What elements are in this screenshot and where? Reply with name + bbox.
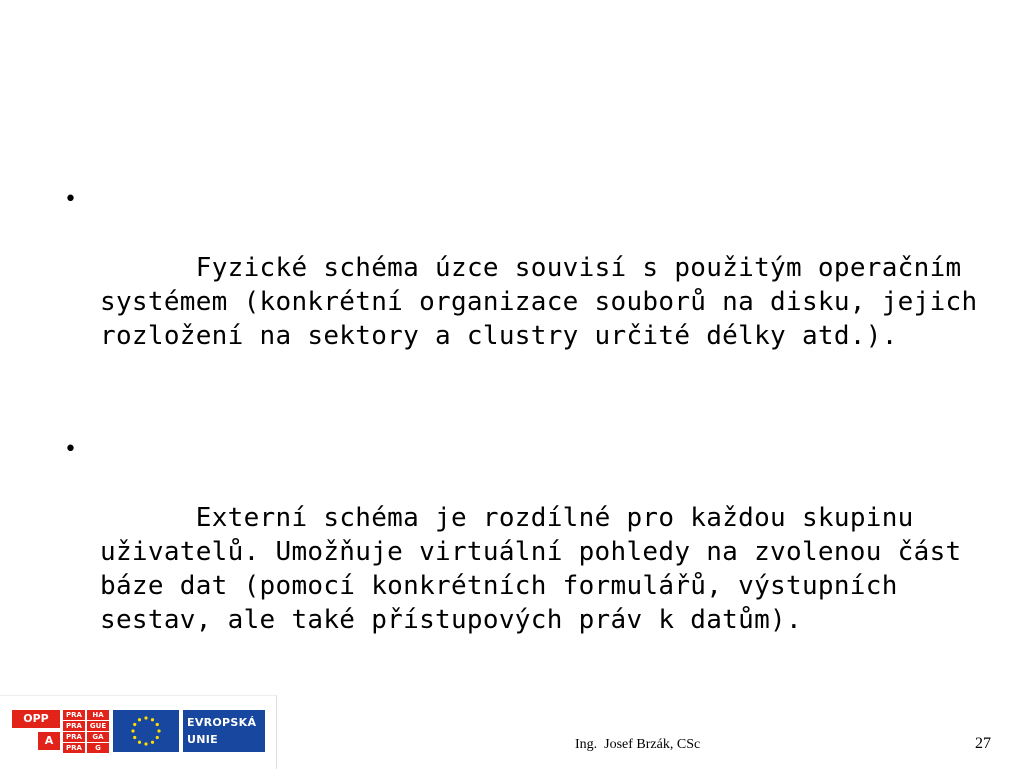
praha-logo-cell: PRA xyxy=(63,721,85,731)
eu-star-icon xyxy=(138,718,141,721)
footer-author: Ing. Josef Brzák, CSc xyxy=(575,737,701,752)
eu-star-icon xyxy=(133,723,136,726)
praha-logo-cell: PRA xyxy=(63,710,85,720)
praha-logo-cell: GA xyxy=(87,732,109,742)
oppa-logo-bottom: A xyxy=(38,732,60,750)
bullet-text: Externí schéma je rozdílné pro každou skupinu uživatelů. Umožňuje virtuální pohledy na zvolenou část báze dat (pomocí konkrétních formulářů, výstupních sestav, ale také přístupových práv k datům). xyxy=(100,503,978,635)
eu-label-line2: UNIE xyxy=(187,733,218,746)
slide-content xyxy=(62,183,994,717)
bullet-item xyxy=(62,433,982,671)
eu-label-line1: EVROPSKÁ xyxy=(187,716,257,729)
oppa-logo xyxy=(12,710,60,752)
eu-star-icon xyxy=(131,729,134,732)
page-number: 27 xyxy=(975,735,991,752)
eu-label xyxy=(183,710,265,752)
eu-stars-icon xyxy=(113,710,179,752)
eu-star-icon xyxy=(144,716,147,719)
eu-star-icon xyxy=(144,742,147,745)
footer-logo-bar xyxy=(0,695,277,769)
eu-flag-icon xyxy=(113,710,179,752)
bullet-marker: • xyxy=(64,187,78,212)
praha-logo-cell: G xyxy=(87,743,109,753)
eu-star-icon xyxy=(151,718,154,721)
bullet-marker: • xyxy=(64,437,78,462)
eu-star-icon xyxy=(133,736,136,739)
eu-star-icon xyxy=(151,741,154,744)
oppa-logo-top: OPP xyxy=(12,710,60,728)
eu-star-icon xyxy=(156,736,159,739)
praha-logo-cell: PRA xyxy=(63,732,85,742)
eu-logo xyxy=(113,710,265,752)
bullet-list xyxy=(62,183,994,671)
praha-logo-cell: PRA xyxy=(63,743,85,753)
praha-logo-cell: HA xyxy=(87,710,109,720)
bullet-text: Fyzické schéma úzce souvisí s použitým operačním systémem (konkrétní organizace souborů na disku, jejich rozložení na sektory a clustry určité délky atd.). xyxy=(100,253,994,351)
eu-star-icon xyxy=(156,723,159,726)
praha-logo-cell: GUE xyxy=(87,721,109,731)
praha-logo xyxy=(63,710,109,752)
eu-star-icon xyxy=(157,729,160,732)
bullet-item xyxy=(62,183,994,387)
eu-star-icon xyxy=(138,741,141,744)
